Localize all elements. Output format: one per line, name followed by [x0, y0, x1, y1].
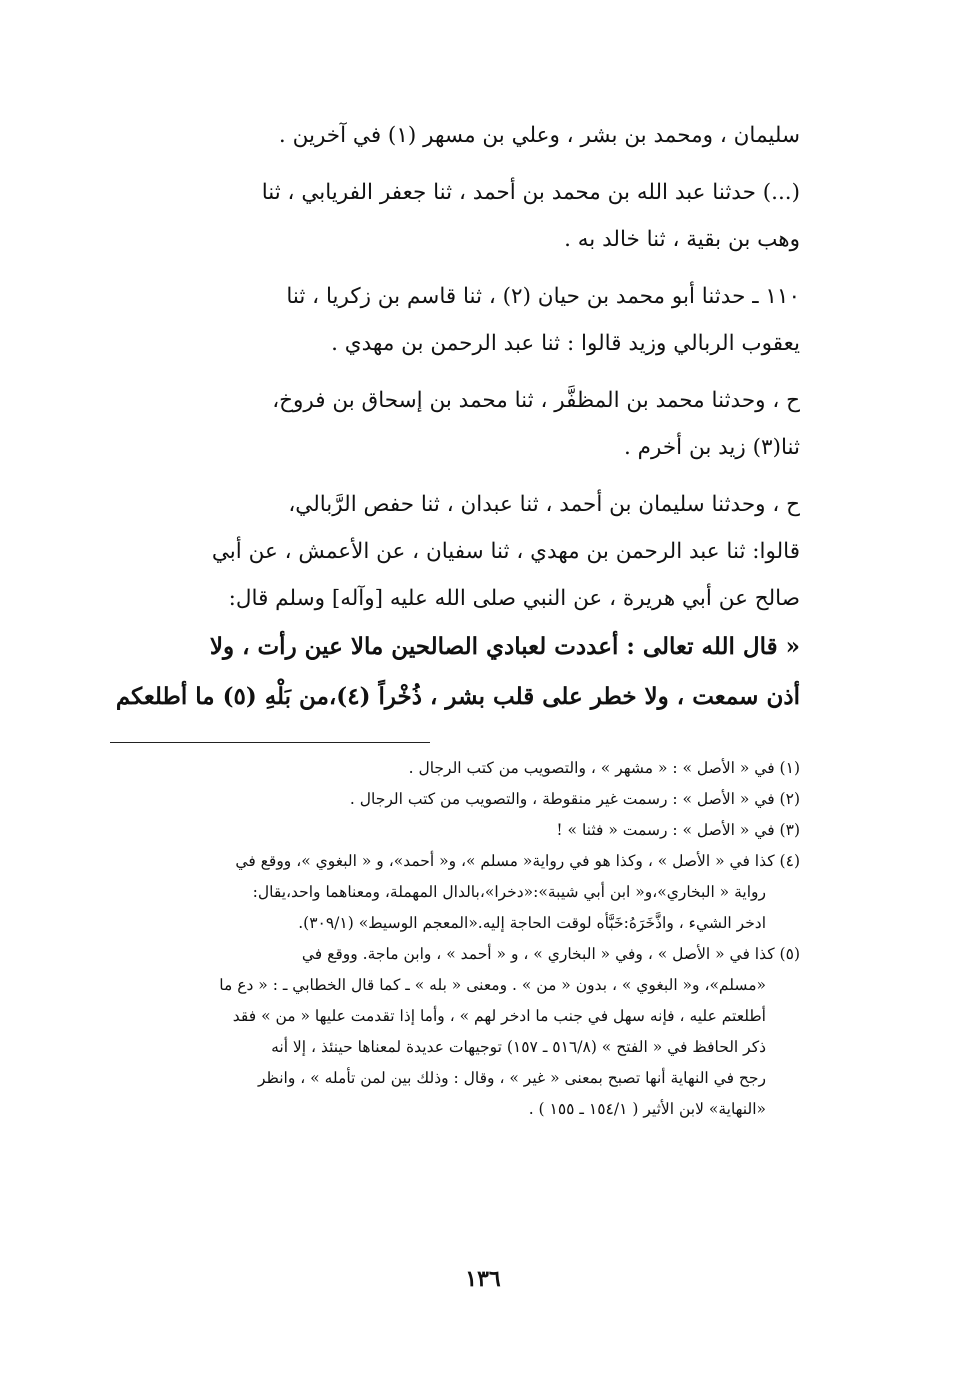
body-line-1: سليمان ، ومحمد بن بشر ، وعلي بن مسهر (١) في آخرين .	[278, 123, 800, 148]
footnote-5-cont: «مسلم»، و« البغوي » ، بدون « من » . ومعنى « بله » ـ كما قال الخطابي ـ : « دع ما	[219, 976, 766, 994]
footnote-3: (٣) في « الأصل » : رسمت « فثنا » !	[556, 821, 800, 839]
footnote-divider	[110, 742, 430, 743]
footnote-4: (٤) كذا في « الأصل » ، وكذا هو في رواية« مسلم »، و« أحمد»، و « البغوي »، ووقع في	[235, 852, 800, 870]
footnote-5-cont: «النهاية» لابن الأثير ( ١٥٤/١ ـ ١٥٥ ) .	[528, 1100, 766, 1118]
footnote-5-cont: ذكر الحافظ في « الفتح » (٥١٦/٨ ـ ١٥٧) توجيهات عديدة لمعناها حينئذ ، إلا أنه	[271, 1038, 766, 1056]
body-line-10: صالح عن أبي هريرة ، عن النبي صلى الله عليه [وآله] وسلم قال:	[228, 586, 800, 611]
hadith-text-line-1: « قال الله تعالى : أعددت لعبادي الصالحين مالا عين رأت ، ولا	[209, 633, 800, 660]
footnote-5: (٥) كذا في « الأصل » ، وفي « البخاري » ، و « أحمد » ، وابن ماجة. ووقع في	[301, 945, 800, 963]
body-line-6: ح ، وحدثنا محمد بن المظفَّر ، ثنا محمد بن إسحاق بن فروخ،	[272, 388, 800, 413]
body-line-5: يعقوب الربالي وزيد قالوا : ثنا عبد الرحمن بن مهدي .	[331, 331, 800, 356]
hadith-number-line: ١١٠ ـ حدثنا أبو محمد بن حيان (٢) ، ثنا قاسم بن زكريا ، ثنا	[286, 284, 800, 309]
body-line-2: (...) حدثنا عبد الله بن محمد بن أحمد ، ثنا جعفر الفريابي ، ثنا	[261, 180, 800, 205]
footnote-4-cont: ادخر الشيء ، واذَّخَرَهُ:خَبَّأه لوقت الحاجة إليه.«المعجم الوسيط» (٣٠٩/١).	[298, 914, 766, 932]
page-text	[110, 112, 800, 1125]
footnote-5-cont: رجح في النهاية أنها تصبح بمعنى « غير » ، وقال : وذلك بين لمن تأمله » ، وانظر	[257, 1069, 766, 1087]
footnote-1: (١) في « الأصل » : « مشهر » ، والتصويب من كتب الرجال .	[408, 759, 800, 777]
page-number: ١٣٦	[465, 1266, 501, 1292]
footnote-5-cont: أطلعتم عليه ، فإنه سهل في جنب ما ادخر لهم » ، وأما إذا تقدمت عليها « من » فقد	[232, 1007, 766, 1025]
body-line-8: ح ، وحدثنا سليمان بن أحمد ، ثنا عبدان ، ثنا حفص الرَّبالي،	[288, 492, 800, 517]
hadith-text-line-2: أذن سمعت ، ولا خطر على قلب بشر ، ذُخْراً (٤)،من بَلْهِ (٥) ما أطلعكم	[115, 683, 800, 710]
footnote-2: (٢) في « الأصل » : رسمت غير منقوطة ، والتصويب من كتب الرجال .	[349, 790, 800, 808]
body-line-7: ثنا(٣) زيد بن أخرم .	[624, 435, 800, 460]
body-line-9: قالوا: ثنا عبد الرحمن بن مهدي ، ثنا سفيان ، عن الأعمش ، عن أبي	[211, 539, 800, 564]
footnote-4-cont: رواية « البخاري»،و« ابن أبي شيبة»:«دخرا»،بالدال المهملة، ومعناهما واحد،يقال:	[252, 883, 766, 901]
body-line-3: وهب بن بقية ، ثنا خالد به .	[564, 227, 800, 252]
